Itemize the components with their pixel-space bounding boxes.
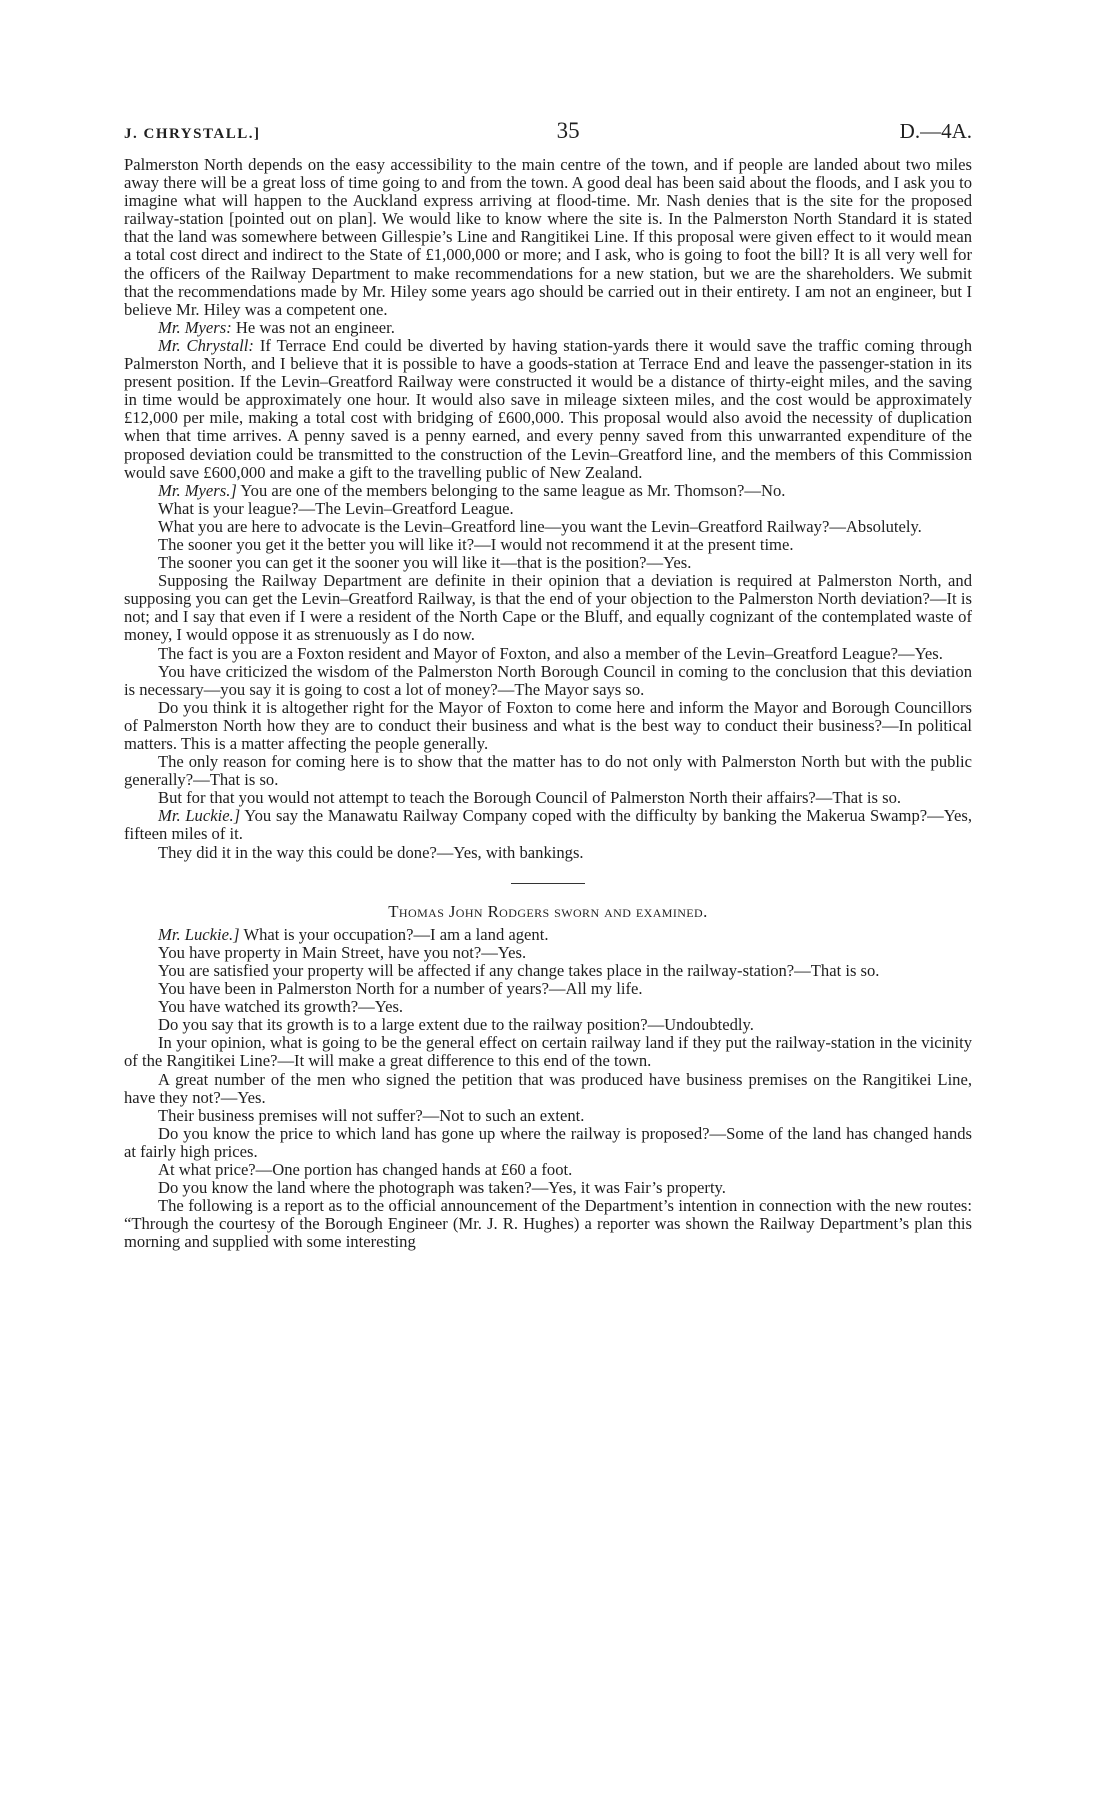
rodgers-evidence-section: [124, 926, 972, 1252]
witness-heading: Thomas John Rodgers sworn and examined.: [388, 901, 708, 921]
paragraph: [124, 926, 972, 944]
paragraph: [124, 944, 972, 962]
paragraph-text: Do you think it is altogether right for the Mayor of Foxton to come here and inform the Mayor and Borough Councillors of Palmerston North how they are to conduct their business and what is the best way to conduct their business?—In political matters. This is a matter affecting the people generally.: [124, 697, 972, 753]
paragraph-text: Supposing the Railway Department are definite in their opinion that a deviation is required at Palmerston North, and supposing you can get the Levin–Greatford Railway, is that the end of your objection to the Palmerston North deviation?—It is not; and I say that even if I were a resident of the North Cape or the Bluff, and equally cognizant of the contemplated waste of money, I would oppose it as strenuously as I do now.: [124, 571, 972, 645]
paragraph: [124, 1071, 972, 1107]
paragraph: [124, 156, 972, 319]
paragraph-text: You are satisfied your property will be affected if any change takes place in the railway-station?—That is so.: [158, 960, 880, 980]
paragraph-text: They did it in the way this could be done?—Yes, with bankings.: [158, 842, 584, 862]
section-divider: [511, 883, 585, 884]
paragraph: [124, 518, 972, 536]
paragraph-text: Do you know the land where the photograph was taken?—Yes, it was Fair’s property.: [158, 1178, 726, 1198]
paragraph: [124, 980, 972, 998]
paragraph-text: If Terrace End could be diverted by having station-yards there it would save the traffic coming through Palmerston North, and I believe that it is possible to have a goods-station at Terrace End and leave the passenger-station in its present position. If the Levin–Greatford Railway were constructed it would be a distance of thirty-eight miles, and the saving in time would be approximately one hour. It would also save in mileage sixteen miles, and the cost would be approximately £12,000 per mile, making a total cost with bridging of £600,000. This proposal would also avoid the necessity of duplication when that time arrives. A penny saved is a penny earned, and every penny saved from this unwarranted expenditure of the proposed deviation could be transmitted to the construction of the Levin–Greatford line, and the members of this Commission would save £600,000 and make a gift to the travelling public of New Zealand.: [124, 335, 973, 482]
paragraph-text: You have been in Palmerston North for a number of years?—All my life.: [158, 979, 643, 999]
paragraph-text: Do you say that its growth is to a large extent due to the railway position?—Undoubtedly.: [158, 1015, 754, 1035]
paragraph: [124, 645, 972, 663]
paragraph: [124, 1161, 972, 1179]
paragraph: [124, 998, 972, 1016]
paragraph: [124, 807, 972, 843]
paragraph-text: At what price?—One portion has changed hands at £60 a foot.: [158, 1159, 573, 1179]
paragraph: [124, 554, 972, 572]
paragraph: [124, 536, 972, 554]
paragraph-text: You are one of the members belonging to the same league as Mr. Thomson?—No.: [240, 480, 786, 500]
paragraph: [124, 789, 972, 807]
paragraph: [124, 753, 972, 789]
paragraph: [124, 319, 972, 337]
paragraph: [124, 1034, 972, 1070]
paragraph: [124, 699, 972, 753]
paragraph-text: What you are here to advocate is the Levin–Greatford line—you want the Levin–Greatford Railway?—Absolutely.: [158, 516, 922, 536]
paragraph-text: The fact is you are a Foxton resident and Mayor of Foxton, and also a member of the Levin–Greatford League?—Yes.: [158, 643, 943, 663]
paragraph-text: The only reason for coming here is to show that the matter has to do not only with Palmerston North but with the public generally?—That is so.: [124, 752, 972, 790]
paragraph: [124, 962, 972, 980]
chrystall-evidence-section: [124, 156, 972, 862]
paragraph: [124, 337, 972, 482]
paragraph-text: Do you know the price to which land has gone up where the railway is proposed?—Some of the land has changed hands at fairly high prices.: [124, 1123, 972, 1161]
paragraph-text: The sooner you get it the better you will like it?—I would not recommend it at the present time.: [158, 534, 794, 554]
paragraph-text: You have watched its growth?—Yes.: [158, 997, 404, 1017]
paragraph-text: You say the Manawatu Railway Company coped with the difficulty by banking the Makerua Swamp?—Yes, fifteen miles of it.: [124, 806, 972, 844]
paragraph: [124, 844, 972, 862]
paragraph: [124, 500, 972, 518]
speaker-label: Mr. Myers.]: [158, 480, 237, 500]
paragraph: [124, 1197, 972, 1251]
speaker-label: Mr. Luckie.]: [158, 924, 240, 944]
paragraph-text: What is your league?—The Levin–Greatford League.: [158, 498, 514, 518]
paragraph: [124, 1179, 972, 1197]
paragraph-text: The sooner you can get it the sooner you will like it—that is the position?—Yes.: [158, 553, 692, 573]
paragraph-text: A great number of the men who signed the petition that was produced have business premises on the Rangitikei Line, have they not?—Yes.: [124, 1069, 972, 1107]
paragraph-text: What is your occupation?—I am a land agent.: [243, 924, 549, 944]
paragraph-text: The following is a report as to the official announcement of the Department’s intention in connection with the new routes: “Through the courtesy of the Borough Engineer (Mr. J. R. Hughes) a reporter was shown the Railway Department’s plan this morning and supplied with some interesting: [124, 1196, 972, 1252]
paragraph-text: You have criticized the wisdom of the Palmerston North Borough Council in coming to the conclusion that this deviation is necessary—you say it is going to cost a lot of money?—The Mayor says so.: [124, 661, 972, 699]
paragraph: [124, 482, 972, 500]
paragraph: [124, 1125, 972, 1161]
page-header: [124, 118, 972, 152]
speaker-label: Mr. Luckie.]: [158, 806, 241, 826]
speaker-label: Mr. Myers:: [158, 317, 232, 337]
paragraph-text: Their business premises will not suffer?—Not to such an extent.: [158, 1105, 585, 1125]
speaker-label: Mr. Chrystall:: [158, 335, 254, 355]
paragraph: [124, 572, 972, 644]
header-witness-name: J. CHRYSTALL.]: [124, 126, 261, 142]
paragraph-text: He was not an engineer.: [235, 317, 395, 337]
paragraph: [124, 1107, 972, 1125]
paragraph-text: You have property in Main Street, have you not?—Yes.: [158, 942, 527, 962]
page-number: 35: [556, 118, 580, 143]
document-page: [124, 118, 972, 1251]
paragraph-text: But for that you would not attempt to teach the Borough Council of Palmerston North their affairs?—That is so.: [158, 788, 902, 808]
paragraph-text: In your opinion, what is going to be the general effect on certain railway land if they put the railway-station in the vicinity of the Rangitikei Line?—It will make a great difference to this end of the town.: [124, 1033, 972, 1071]
document-reference: D.—4A.: [899, 119, 972, 143]
paragraph: [124, 663, 972, 699]
paragraph-text: Palmerston North depends on the easy accessibility to the main centre of the town, and if people are landed about two miles away there will be a great loss of time going to and from the town. A good deal has been said about the floods, and I ask you to imagine what will happen to the Auckland express arriving at flood-time. Mr. Nash denies that is the site for the proposed railway-station [pointed out on plan]. We would like to know where the site is. In the Palmerston North Standard it is stated that the land was somewhere between Gillespie’s Line and Rangitikei Line. If this proposal were given effect to it would mean a total cost direct and indirect to the State of £1,000,000 or more; and I ask, who is going to foot the bill? It is all very well for the officers of the Railway Department to make recommendations for a new station, but we are the shareholders. We submit that the recommendations made by Mr. Hiley some years ago should be carried out in their entirety. I am not an engineer, but I believe Mr. Hiley was a competent one.: [124, 155, 972, 319]
paragraph: [124, 1016, 972, 1034]
evidence-body: [124, 156, 972, 1251]
